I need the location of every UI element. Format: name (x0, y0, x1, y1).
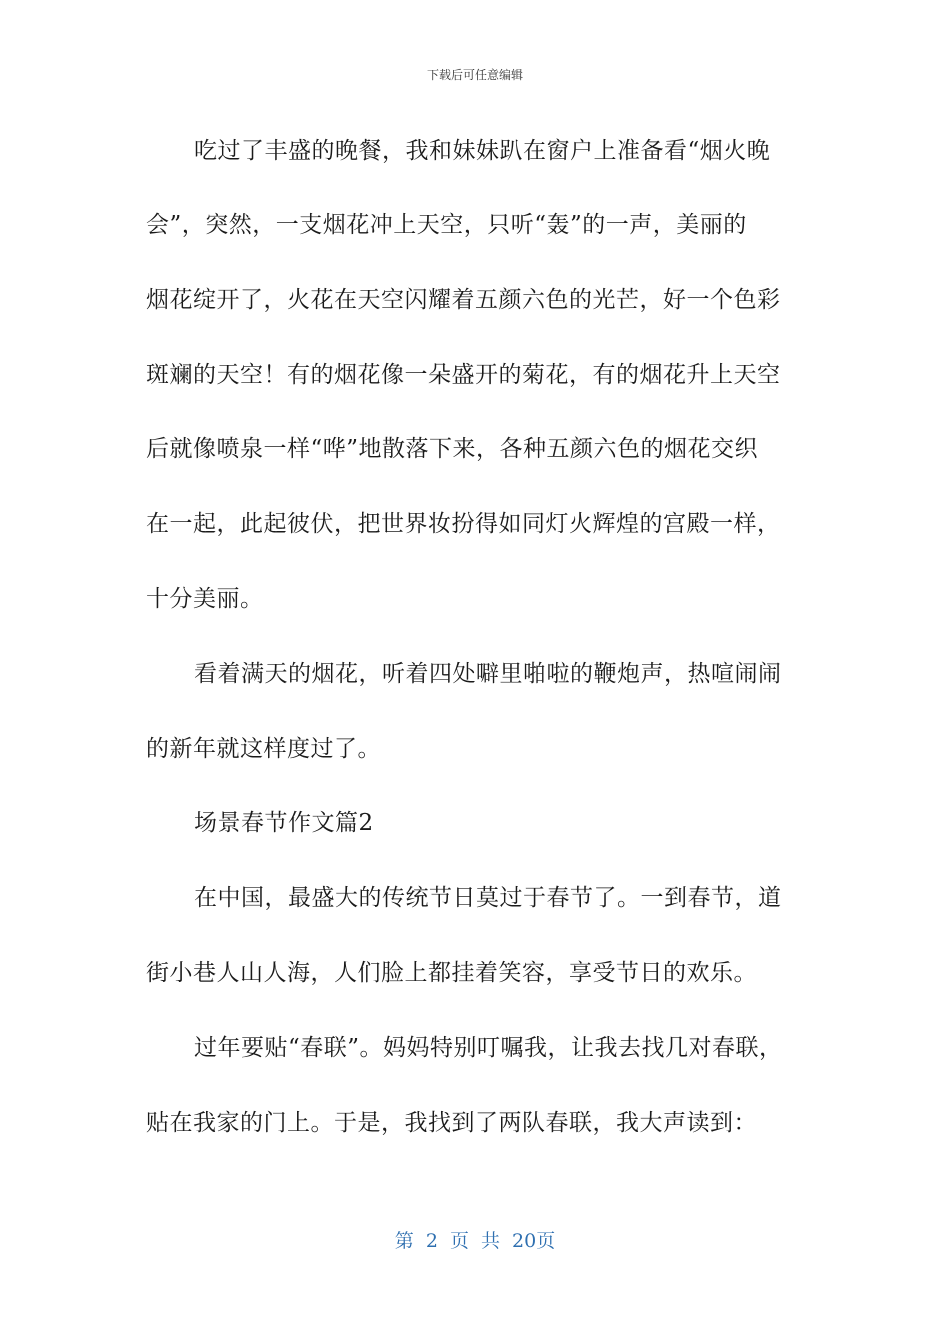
paragraph-line: 贴在我家的门上。于是，我找到了两队春联，我大声读到： (146, 1110, 757, 1136)
paragraph-line: 街小巷人山人海，人们脸上都挂着笑容，享受节日的欢乐。 (146, 960, 757, 986)
paragraph-line: 十分美丽。 (146, 586, 264, 612)
paragraph-line: 会”，突然，一支烟花冲上天空，只听“轰”的一声，美丽的 (146, 212, 747, 238)
paragraph-line: 后就像喷泉一样“哗”地散落下来，各种五颜六色的烟花交织 (146, 436, 759, 462)
paragraph-line: 在一起，此起彼伏，把世界妆扮得如同灯火辉煌的宫殿一样， (146, 511, 781, 537)
paragraph-line: 烟花绽开了，火花在天空闪耀着五颜六色的光芒，好一个色彩 (146, 287, 781, 313)
paragraph-line: 吃过了丰盛的晚餐，我和妹妹趴在窗户上准备看“烟火晚 (194, 138, 771, 164)
section-heading: 场景春节作文篇2 (194, 810, 374, 836)
paragraph-line: 过年要贴“春联”。妈妈特别叮嘱我，让我去找几对春联， (194, 1035, 783, 1061)
page-number-footer: 第 2 页 共 20页 (394, 1230, 556, 1252)
paragraph-line: 斑斓的天空！有的烟花像一朵盛开的菊花，有的烟花升上天空 (146, 362, 781, 388)
paragraph-line: 看着满天的烟花，听着四处噼里啪啦的鞭炮声，热喧闹闹 (194, 661, 782, 687)
page-header-note: 下载后可任意编辑 (426, 68, 523, 82)
paragraph-line: 在中国，最盛大的传统节日莫过于春节了。一到春节，道 (194, 885, 782, 911)
paragraph-line: 的新年就这样度过了。 (146, 736, 381, 762)
